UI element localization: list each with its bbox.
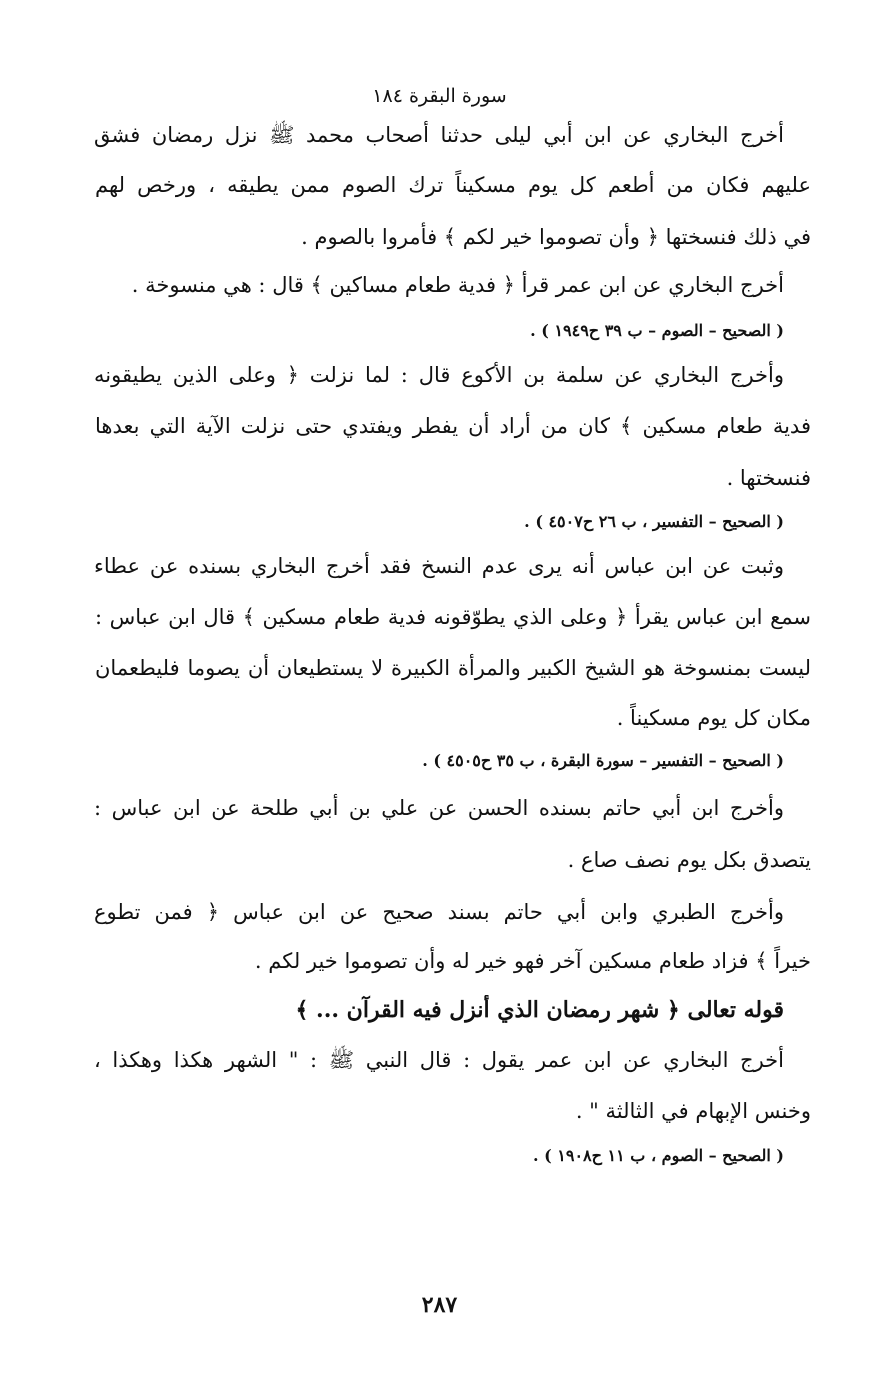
text-line: أخرج البخاري عن ابن عمر يقول : قال النبي ﷺ : " الشهر هكذا وهكذا ، xyxy=(94,1048,784,1072)
text-line: يتصدق بكل يوم نصف صاع . xyxy=(567,848,811,872)
text-line: في ذلك فنسختها ﴿ وأن تصوموا خير لكم ﴾ فأمروا بالصوم . xyxy=(301,225,811,249)
text-line: خيراً ﴾ فزاد طعام مسكين آخر فهو خير له وأن تصوموا خير لكم . xyxy=(254,949,811,973)
page-number: ٢٨٧ xyxy=(421,1292,458,1318)
section-heading: قوله تعالى ﴿ شهر رمضان الذي أنزل فيه القرآن ... ﴾ xyxy=(295,997,784,1023)
text-line: أخرج البخاري عن ابن عمر قرأ ﴿ فدية طعام مساكين ﴾ قال : هي منسوخة . xyxy=(131,273,784,297)
text-line: أخرج البخاري عن ابن أبي ليلى حدثنا أصحاب محمد ﷺ نزل رمضان فشق xyxy=(94,123,784,147)
text-line: سمع ابن عباس يقرأ ﴿ وعلى الذي يطوّقونه فدية طعام مسكين ﴾ قال ابن عباس : xyxy=(95,605,811,629)
citation: ( الصحيح – الصوم ، ب ١١ ح١٩٠٨ ) . xyxy=(532,1146,784,1165)
text-line: فدية طعام مسكين ﴾ كان من أراد أن يفطر ويفتدي حتى نزلت الآية التي بعدها xyxy=(95,414,811,438)
text-line: وأخرج الطبري وابن أبي حاتم بسند صحيح عن ابن عباس ﴿ فمن تطوع xyxy=(94,900,784,924)
running-header: سورة البقرة ١٨٤ xyxy=(372,85,507,107)
text-line: وأخرج ابن أبي حاتم بسنده الحسن عن علي بن أبي طلحة عن ابن عباس : xyxy=(94,796,784,820)
text-line: ليست بمنسوخة هو الشيخ الكبير والمرأة الكبيرة لا يستطيعان أن يصوما فليطعمان xyxy=(95,656,811,680)
text-line: وأخرج البخاري عن سلمة بن الأكوع قال : لما نزلت ﴿ وعلى الذين يطيقونه xyxy=(94,363,784,387)
text-line: فنسختها . xyxy=(726,466,811,490)
text-line: مكان كل يوم مسكيناً . xyxy=(616,706,811,730)
text-line: وثبت عن ابن عباس أنه يرى عدم النسخ فقد أخرج البخاري بسنده عن عطاء xyxy=(94,554,784,578)
text-line: عليهم فكان من أطعم كل يوم مسكيناً ترك الصوم ممن يطيقه ، ورخص لهم xyxy=(95,173,811,197)
citation: ( الصحيح – الصوم – ب ٣٩ ح١٩٤٩ ) . xyxy=(530,321,784,340)
citation: ( الصحيح – التفسير – سورة البقرة ، ب ٣٥ ح٤٥٠٥ ) . xyxy=(422,751,784,770)
text-line: وخنس الإبهام في الثالثة " . xyxy=(575,1099,811,1123)
citation: ( الصحيح – التفسير ، ب ٢٦ ح٤٥٠٧ ) . xyxy=(524,512,784,531)
